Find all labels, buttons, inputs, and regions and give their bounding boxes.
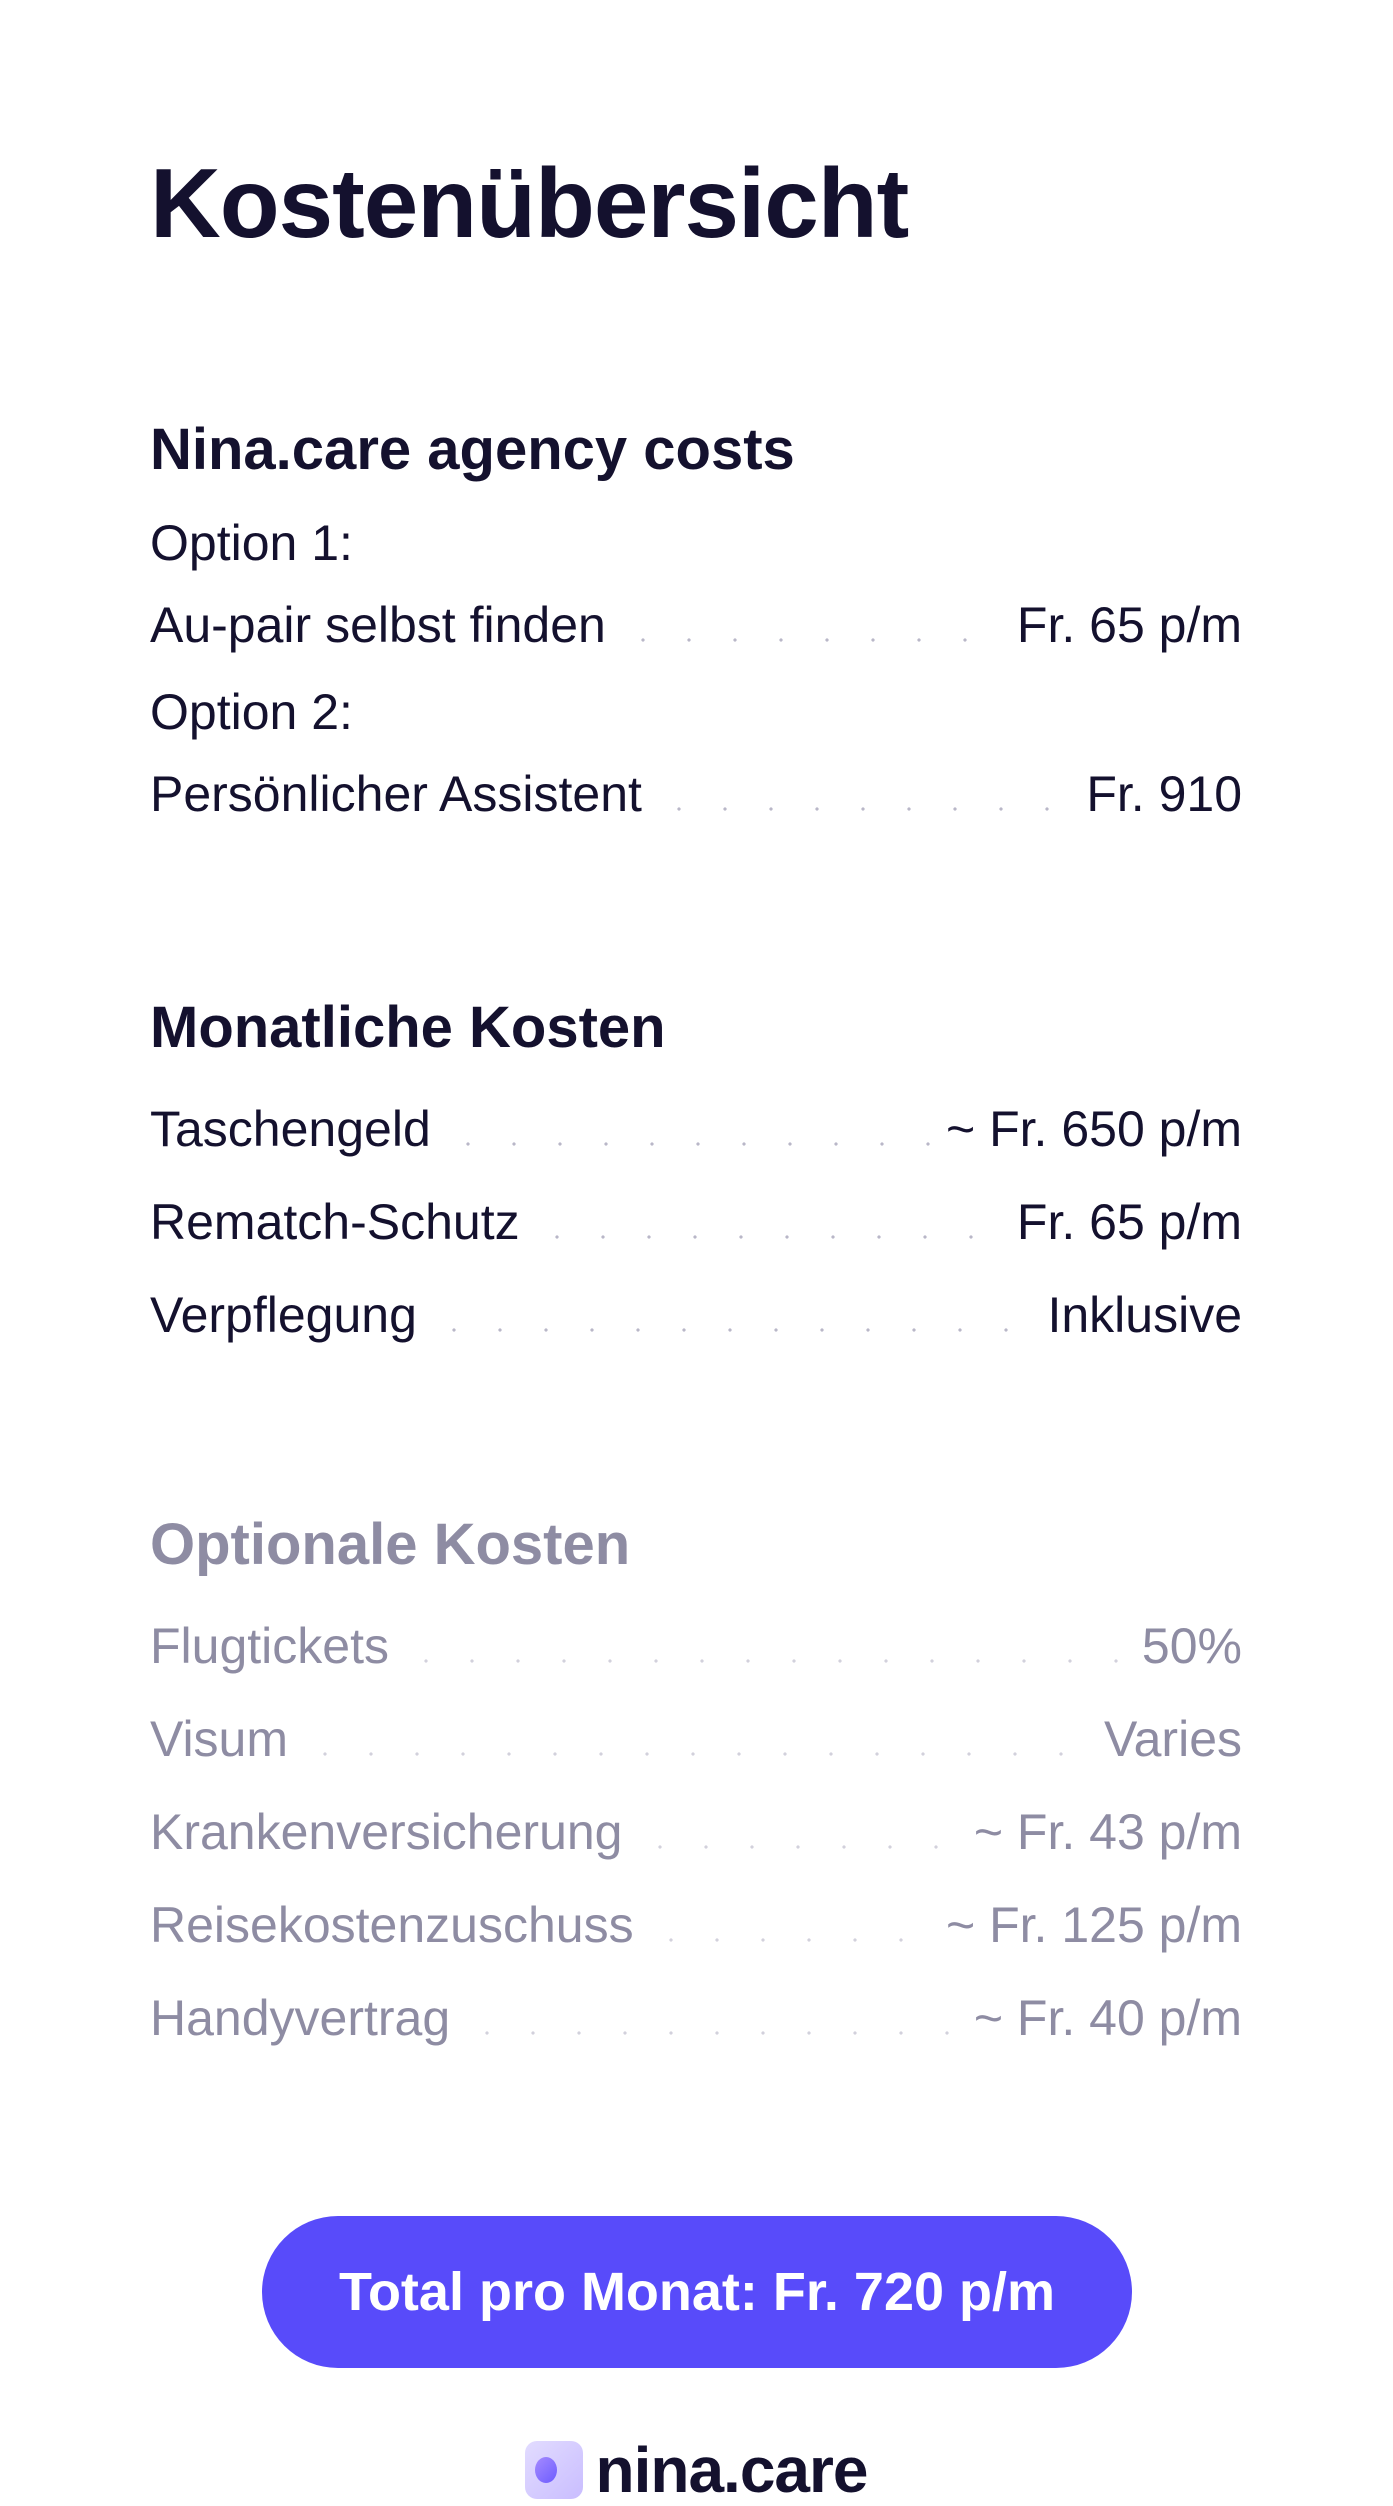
- cost-row-value: Varies: [1103, 1710, 1242, 1767]
- cost-row-label: Krankenversicherung: [150, 1803, 623, 1860]
- logo-wordmark: nina.care: [595, 2434, 868, 2506]
- section-heading-agency: Nina.care agency costs: [150, 417, 795, 482]
- dotted-leader: [464, 2031, 960, 2035]
- cost-row-label: Visum: [150, 1710, 289, 1767]
- optional-costs-section: [150, 1512, 1242, 2046]
- option-2-label: Option 2:: [150, 683, 353, 740]
- cost-row-value: ~ Fr. 43 p/m: [973, 1803, 1242, 1860]
- agency-costs-section: [150, 417, 1242, 822]
- monthly-costs-section: [150, 995, 1242, 1343]
- cost-row-value: Inklusive: [1047, 1286, 1242, 1343]
- cost-row-value: ~ Fr. 40 p/m: [973, 1989, 1242, 2046]
- dotted-leader: [648, 1938, 932, 1942]
- dotted-leader: [445, 1142, 932, 1146]
- dotted-leader: [656, 807, 1072, 811]
- section-heading-monthly: Monatliche Kosten: [150, 995, 666, 1060]
- option-1-label: Option 1:: [150, 514, 353, 571]
- cost-row-label: Rematch-Schutz: [150, 1193, 520, 1250]
- cost-row-visum: [150, 1708, 1242, 1767]
- cost-row-value: ~ Fr. 125 p/m: [946, 1896, 1242, 1953]
- section-heading-optional: Optionale Kosten: [150, 1512, 631, 1577]
- dotted-leader: [637, 1845, 960, 1849]
- cost-row-label: Handyvertrag: [150, 1989, 451, 2046]
- option-2-block: [150, 683, 1242, 822]
- cost-row-value: Fr. 65 p/m: [1016, 1193, 1242, 1250]
- option-1-block: [150, 514, 1242, 653]
- cost-row-flugtickets: [150, 1615, 1242, 1674]
- cost-row-handyvertrag: [150, 1987, 1242, 2046]
- cost-row-verpflegung: [150, 1284, 1242, 1343]
- cost-row-label: Taschengeld: [150, 1100, 431, 1157]
- cost-row-reisekostenzuschuss: [150, 1894, 1242, 1953]
- page-title: Kostenübersicht: [150, 148, 909, 258]
- cost-row-rematch: [150, 1191, 1242, 1250]
- total-per-month-button[interactable]: Total pro Monat: Fr. 720 p/m: [262, 2216, 1132, 2368]
- cost-row-label: Reisekostenzuschuss: [150, 1896, 634, 1953]
- nina-care-logo: [0, 2434, 1393, 2506]
- cost-row-value: ~ Fr. 650 p/m: [946, 1100, 1242, 1157]
- cost-row-label: Flugtickets: [150, 1617, 389, 1674]
- dotted-leader: [403, 1659, 1128, 1663]
- cost-row-label: Verpflegung: [150, 1286, 417, 1343]
- cost-row-value: 50%: [1141, 1617, 1242, 1674]
- dotted-leader: [431, 1328, 1034, 1332]
- dotted-leader: [620, 638, 1003, 642]
- cost-row-au-pair: [150, 594, 1242, 653]
- cost-row-value: Fr. 65 p/m: [1016, 596, 1242, 653]
- cost-row-value: Fr. 910: [1086, 765, 1242, 822]
- cost-row-assistant: [150, 763, 1242, 822]
- cost-row-taschengeld: [150, 1098, 1242, 1157]
- cost-row-krankenversicherung: [150, 1801, 1242, 1860]
- dotted-leader: [534, 1235, 1003, 1239]
- cost-row-label: Au-pair selbst finden: [150, 596, 606, 653]
- cost-row-label: Persönlicher Assistent: [150, 765, 642, 822]
- nina-care-logo-icon: [525, 2441, 583, 2499]
- dotted-leader: [302, 1752, 1090, 1756]
